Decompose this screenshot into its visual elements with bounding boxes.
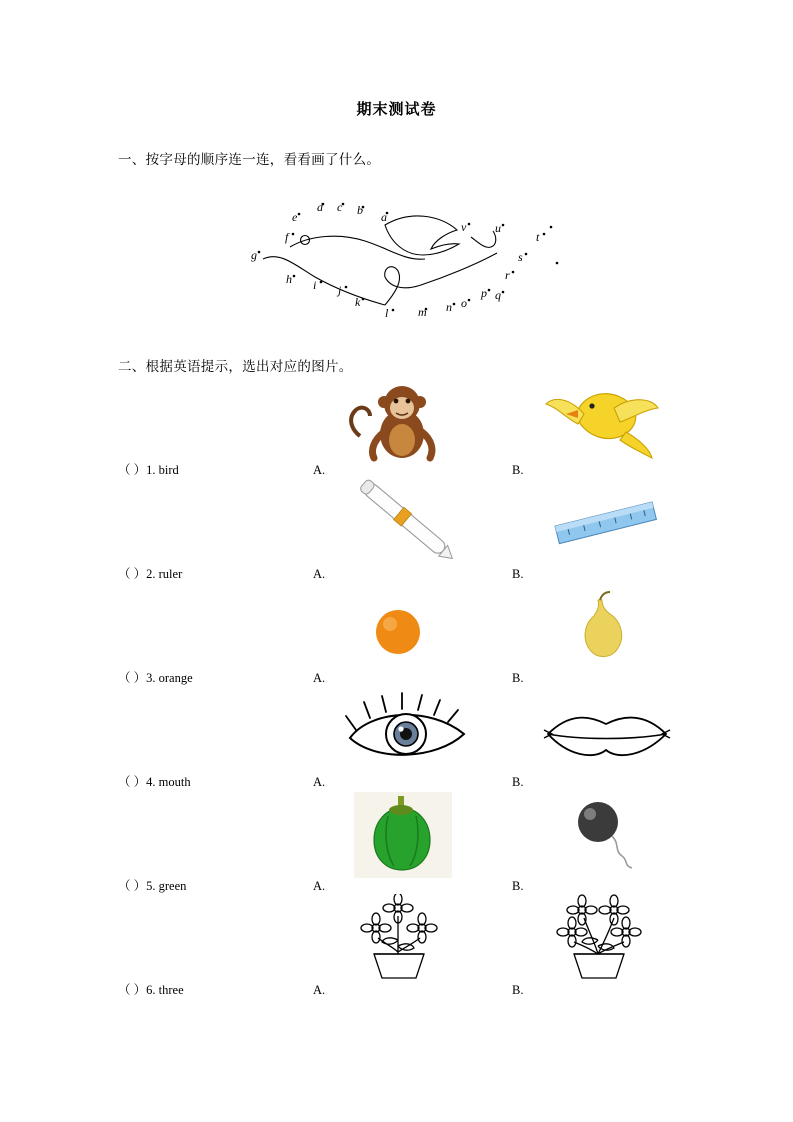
question-1-option-b-label[interactable]: B. (512, 463, 524, 477)
question-5-option-a-label[interactable]: A. (313, 879, 326, 893)
svg-text:u: u (495, 221, 501, 235)
question-row-3 (0, 590, 793, 694)
question-row-6 (0, 902, 793, 1006)
svg-text:l: l (385, 306, 389, 320)
question-1-word: bird (158, 463, 179, 477)
mouth-image[interactable] (540, 690, 674, 774)
question-6-option-a-label[interactable]: A. (313, 983, 326, 997)
pear-image[interactable] (540, 586, 660, 670)
svg-text:p: p (481, 286, 487, 300)
svg-text:j: j (338, 283, 342, 297)
svg-text:s: s (518, 250, 523, 264)
question-row-5 (0, 798, 793, 902)
section-2-heading: 二、根据英语提示，选出对应的图片。 (118, 359, 353, 375)
question-5-label: （ ）5. green (118, 879, 187, 893)
question-4-option-a-label[interactable]: A. (313, 775, 326, 789)
question-4-number: 4 (146, 775, 153, 789)
ruler-image[interactable] (540, 474, 670, 566)
dot-to-dot-drawing (235, 185, 565, 335)
question-2-label: （ ）2. ruler (118, 567, 183, 581)
question-6-number: 6 (146, 983, 153, 997)
svg-text:h: h (286, 272, 292, 286)
question-4-word: mouth (158, 775, 191, 789)
question-4-bracket[interactable]: （ ） (118, 775, 147, 789)
whale-tail-shape (385, 216, 459, 255)
svg-text:b: b (357, 203, 363, 217)
question-5-word: green (158, 879, 187, 893)
svg-text:t: t (536, 230, 540, 244)
dot-to-dot-puzzle (235, 185, 565, 335)
svg-text:m: m (418, 305, 427, 319)
question-4-option-b-label[interactable]: B. (512, 775, 524, 789)
monkey-image[interactable] (340, 370, 460, 462)
question-2-option-b-label[interactable]: B. (512, 567, 524, 581)
puzzle-letters (251, 200, 540, 320)
question-3-word: orange (158, 671, 193, 685)
section-1-heading: 一、按字母的顺序连一连，看看画了什么。 (118, 152, 381, 168)
svg-text:i: i (313, 278, 317, 292)
svg-text:q: q (495, 288, 501, 302)
question-1-bracket[interactable]: （ ） (118, 463, 147, 477)
question-1-number: 1 (146, 463, 153, 477)
question-row-4 (0, 694, 793, 798)
svg-text:g: g (251, 248, 257, 262)
question-6-option-b-label[interactable]: B. (512, 983, 524, 997)
question-6-bracket[interactable]: （ ） (118, 983, 147, 997)
question-2-option-a-label[interactable]: A. (313, 567, 326, 581)
pen-image[interactable] (340, 474, 470, 566)
body-curve-top (290, 236, 425, 259)
green-pepper-image[interactable] (340, 792, 464, 878)
orange-image[interactable] (340, 586, 460, 670)
svg-text:d: d (317, 200, 323, 214)
question-3-bracket[interactable]: （ ） (118, 671, 147, 685)
body-curve-bottom (263, 257, 385, 305)
question-1-label: （ ）1. bird (118, 463, 179, 477)
question-3-number: 3 (146, 671, 153, 685)
question-2-word: ruler (158, 567, 183, 581)
svg-text:k: k (355, 295, 361, 309)
flower-pot-four-image[interactable] (540, 894, 664, 982)
svg-text:f: f (285, 230, 289, 244)
svg-text:v: v (461, 220, 467, 234)
question-4-label: （ ）4. mouth (118, 775, 191, 789)
question-1-option-a-label[interactable]: A. (313, 463, 326, 477)
body-curve-lower-right (385, 253, 497, 288)
question-6-label: （ ）6. three (118, 983, 184, 997)
question-6-word: three (158, 983, 184, 997)
question-3-label: （ ）3. orange (118, 671, 193, 685)
svg-text:r: r (505, 268, 510, 282)
svg-text:n: n (446, 300, 452, 314)
question-2-bracket[interactable]: （ ） (118, 567, 147, 581)
question-3-option-b-label[interactable]: B. (512, 671, 524, 685)
question-5-number: 5 (146, 879, 153, 893)
fin-curve (385, 267, 400, 305)
question-row-1 (0, 382, 793, 486)
question-2-number: 2 (146, 567, 153, 581)
flower-pot-three-image[interactable] (340, 894, 464, 982)
question-5-option-b-label[interactable]: B. (512, 879, 524, 893)
svg-text:o: o (461, 296, 467, 310)
eye-image[interactable] (340, 690, 474, 774)
svg-text:e: e (292, 210, 298, 224)
svg-text:a: a (381, 210, 387, 224)
question-row-2 (0, 486, 793, 590)
question-5-bracket[interactable]: （ ） (118, 879, 147, 893)
question-3-option-a-label[interactable]: A. (313, 671, 326, 685)
bird-image[interactable] (540, 370, 664, 462)
svg-text:c: c (337, 200, 343, 214)
spout-curve (471, 231, 496, 247)
page-title: 期末测试卷 (356, 100, 437, 118)
black-ball-image[interactable] (540, 792, 664, 878)
